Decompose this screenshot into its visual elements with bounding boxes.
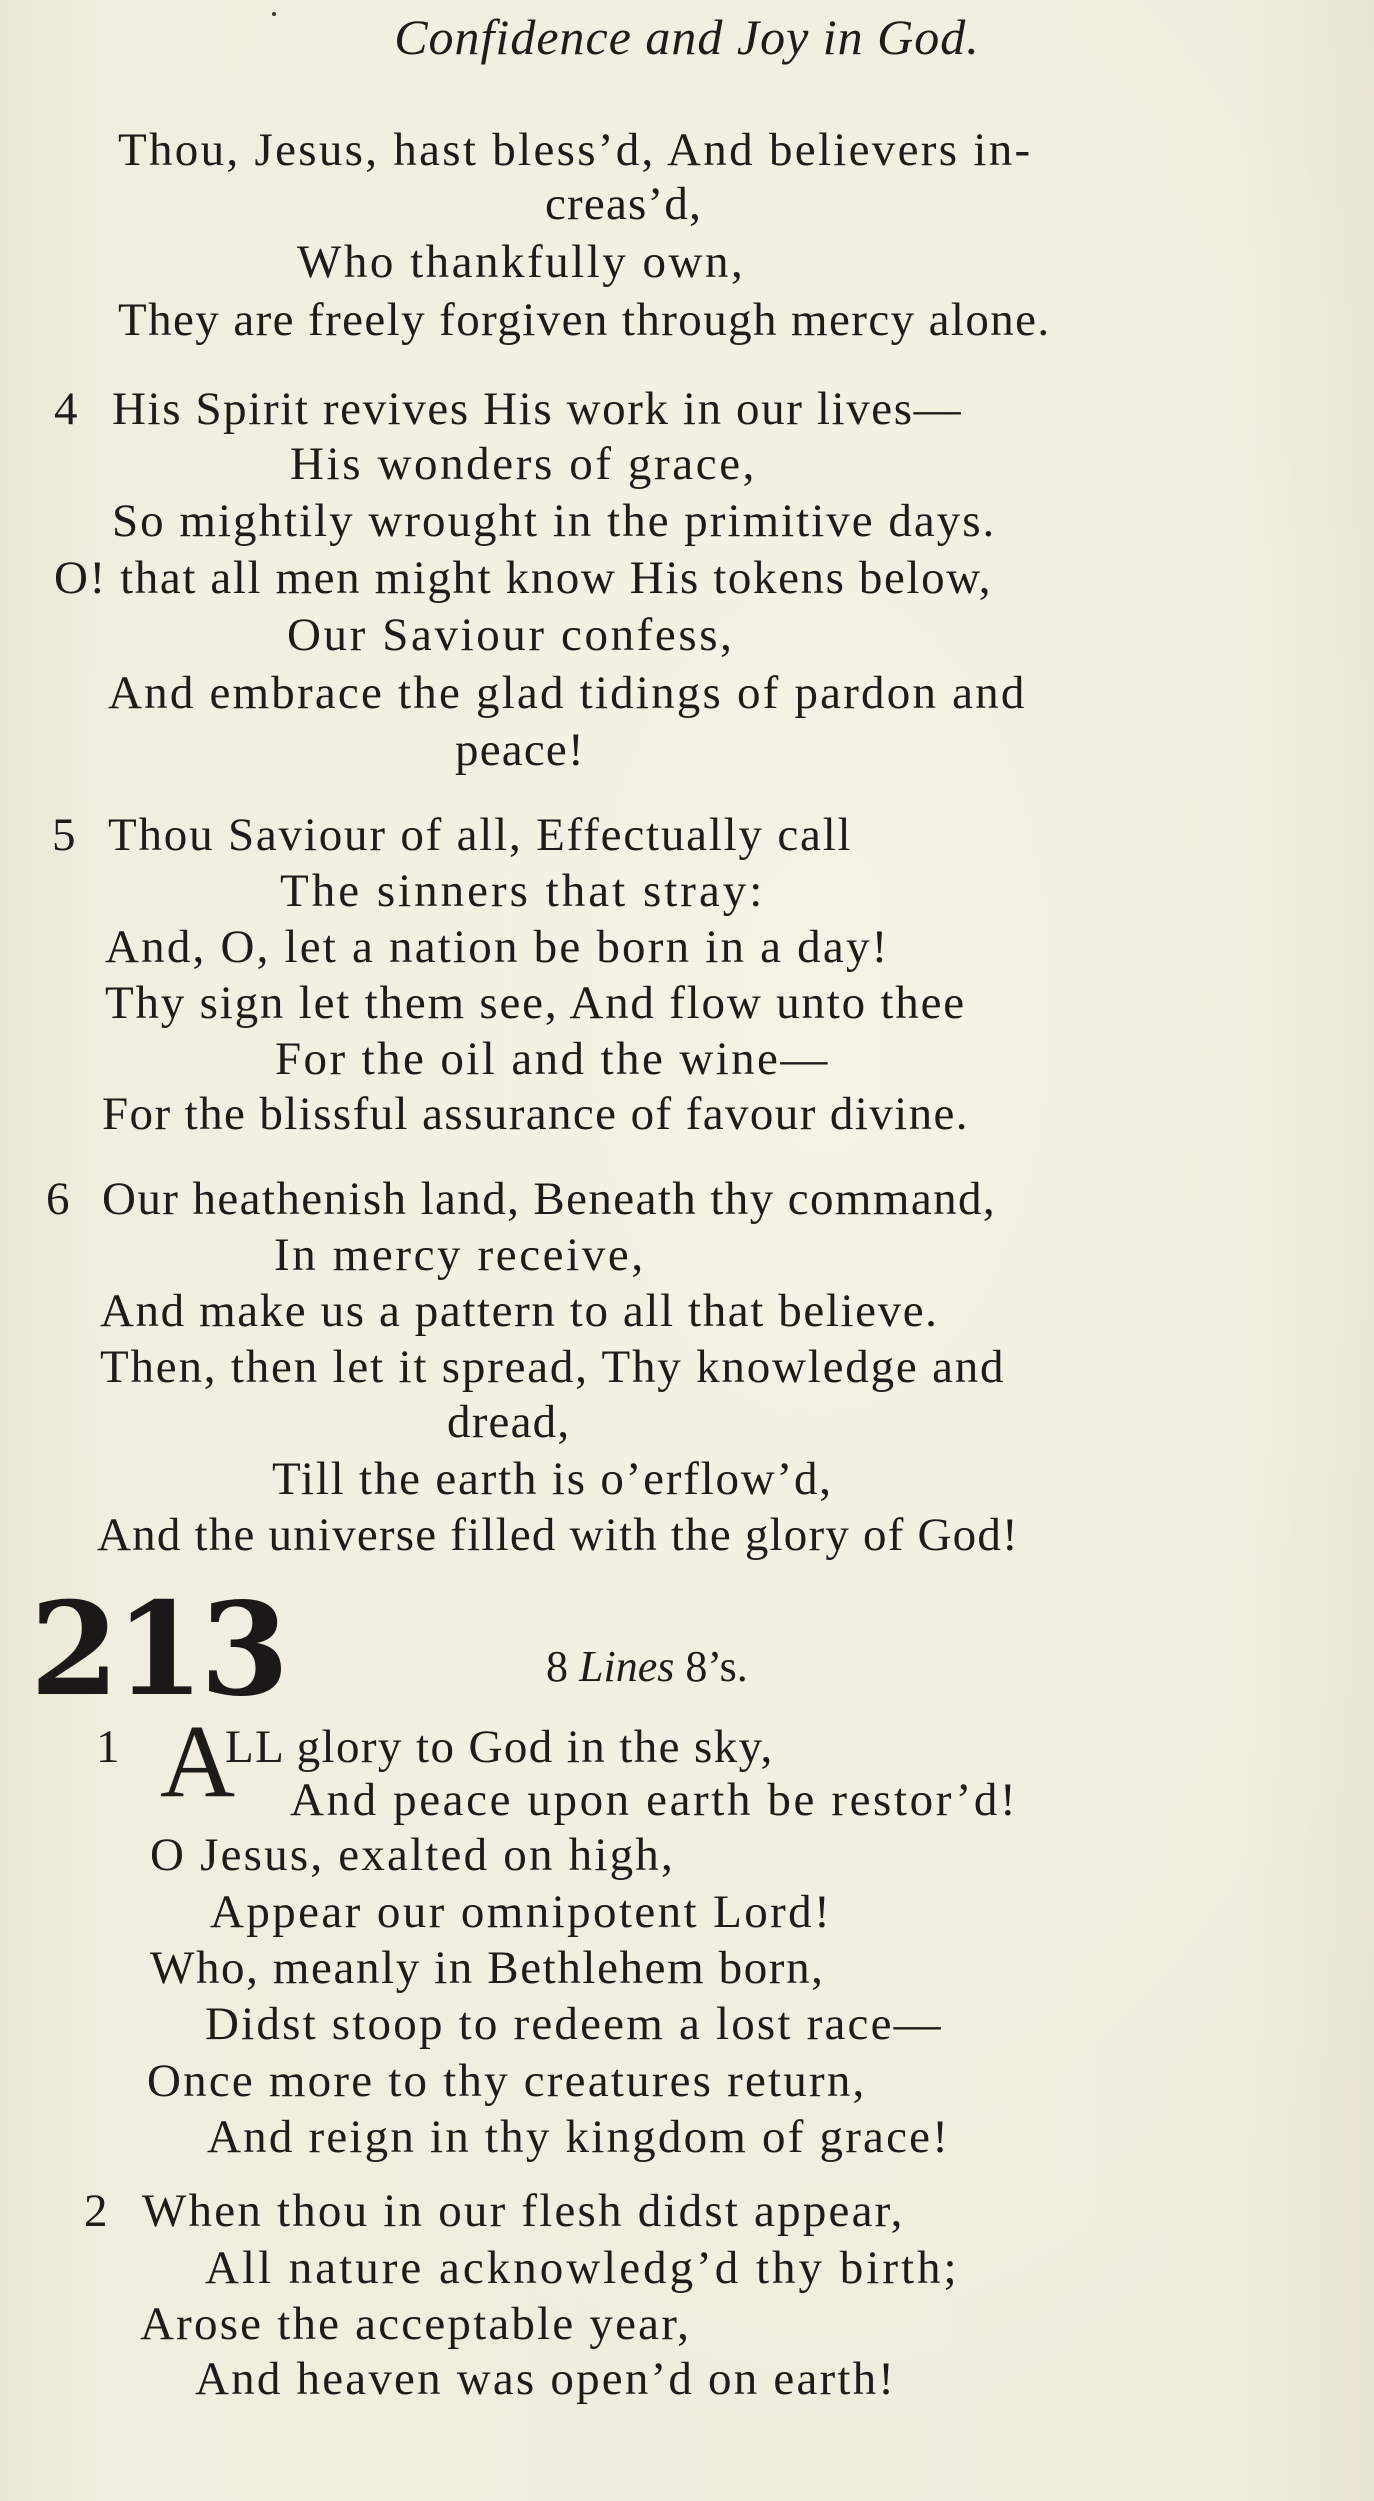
verse-line: Who, meanly in Bethlehem born, — [150, 1942, 825, 1994]
verse-line: In mercy receive, — [274, 1229, 646, 1281]
verse-line: Thou Saviour of all, Effectually call — [108, 809, 853, 861]
verse-line: Once more to thy creatures return, — [147, 2055, 867, 2107]
verse-line: Appear our omnipotent Lord! — [210, 1886, 833, 1938]
verse-number: 1 — [96, 1721, 120, 1773]
verse-line: His Spirit revives His work in our lives— — [112, 383, 963, 435]
meter-label — [546, 1638, 748, 1696]
verse-line: creas’d, — [545, 178, 703, 230]
verse-line: So mightily wrought in the primitive days. — [112, 495, 997, 547]
verse-line: Our heathenish land, Beneath thy command, — [102, 1173, 997, 1225]
verse-line: They are freely forgiven through mercy alone. — [118, 294, 1051, 346]
meter-suffix: 8’s. — [685, 1642, 748, 1691]
verse-line: Didst stoop to redeem a lost race— — [205, 1998, 943, 2050]
verse-line: Our Saviour confess, — [287, 609, 735, 661]
verse-line: And peace upon earth be restor’d! — [290, 1774, 1019, 1826]
verse-line: For the blissful assurance of favour divine. — [102, 1088, 969, 1140]
verse-line: And, O, let a nation be born in a day! — [105, 921, 890, 973]
verse-line: peace! — [455, 724, 585, 776]
verse-line: And heaven was open’d on earth! — [195, 2353, 897, 2405]
verse-line: Till the earth is o’erflow’d, — [272, 1453, 833, 1505]
verse-number: 4 — [54, 383, 78, 435]
meter-prefix: 8 — [546, 1642, 568, 1691]
verse-line: LL glory to God in the sky, — [225, 1721, 774, 1773]
verse-line: And the universe filled with the glory of God! — [97, 1509, 1019, 1561]
verse-line: And reign in thy kingdom of grace! — [207, 2111, 951, 2163]
verse-line: dread, — [447, 1396, 571, 1448]
verse-number: 2 — [84, 2185, 108, 2237]
verse-line: Thy sign let them see, And flow unto thee — [105, 977, 966, 1029]
verse-line: Thou, Jesus, hast bless’d, And believers in- — [118, 124, 1033, 176]
verse-line: And make us a pattern to all that believe. — [100, 1285, 939, 1337]
verse-number: 5 — [52, 809, 76, 861]
verse-line: And embrace the glad tidings of pardon and — [108, 667, 1027, 719]
verse-line: The sinners that stray: — [280, 865, 766, 917]
verse-line: His wonders of grace, — [290, 438, 758, 490]
verse-line: When thou in our flesh didst appear, — [142, 2185, 905, 2237]
verse-line: O Jesus, exalted on high, — [150, 1829, 675, 1881]
verse-line: Then, then let it spread, Thy knowledge and — [100, 1341, 1006, 1393]
verse-number: 6 — [46, 1173, 70, 1225]
meter-lines: Lines — [579, 1642, 675, 1691]
verse-line: O! that all men might know His tokens below, — [54, 552, 993, 604]
hymn-number: 213 — [30, 1575, 286, 1725]
verse-line: For the oil and the wine— — [275, 1033, 830, 1085]
drop-cap: A — [160, 1704, 236, 1819]
verse-line: All nature acknowledg’d thy birth; — [205, 2242, 960, 2294]
verse-line: Arose the acceptable year, — [140, 2298, 692, 2350]
running-head: Confidence and Joy in God. — [394, 9, 980, 65]
verse-line: Who thankfully own, — [297, 236, 746, 288]
